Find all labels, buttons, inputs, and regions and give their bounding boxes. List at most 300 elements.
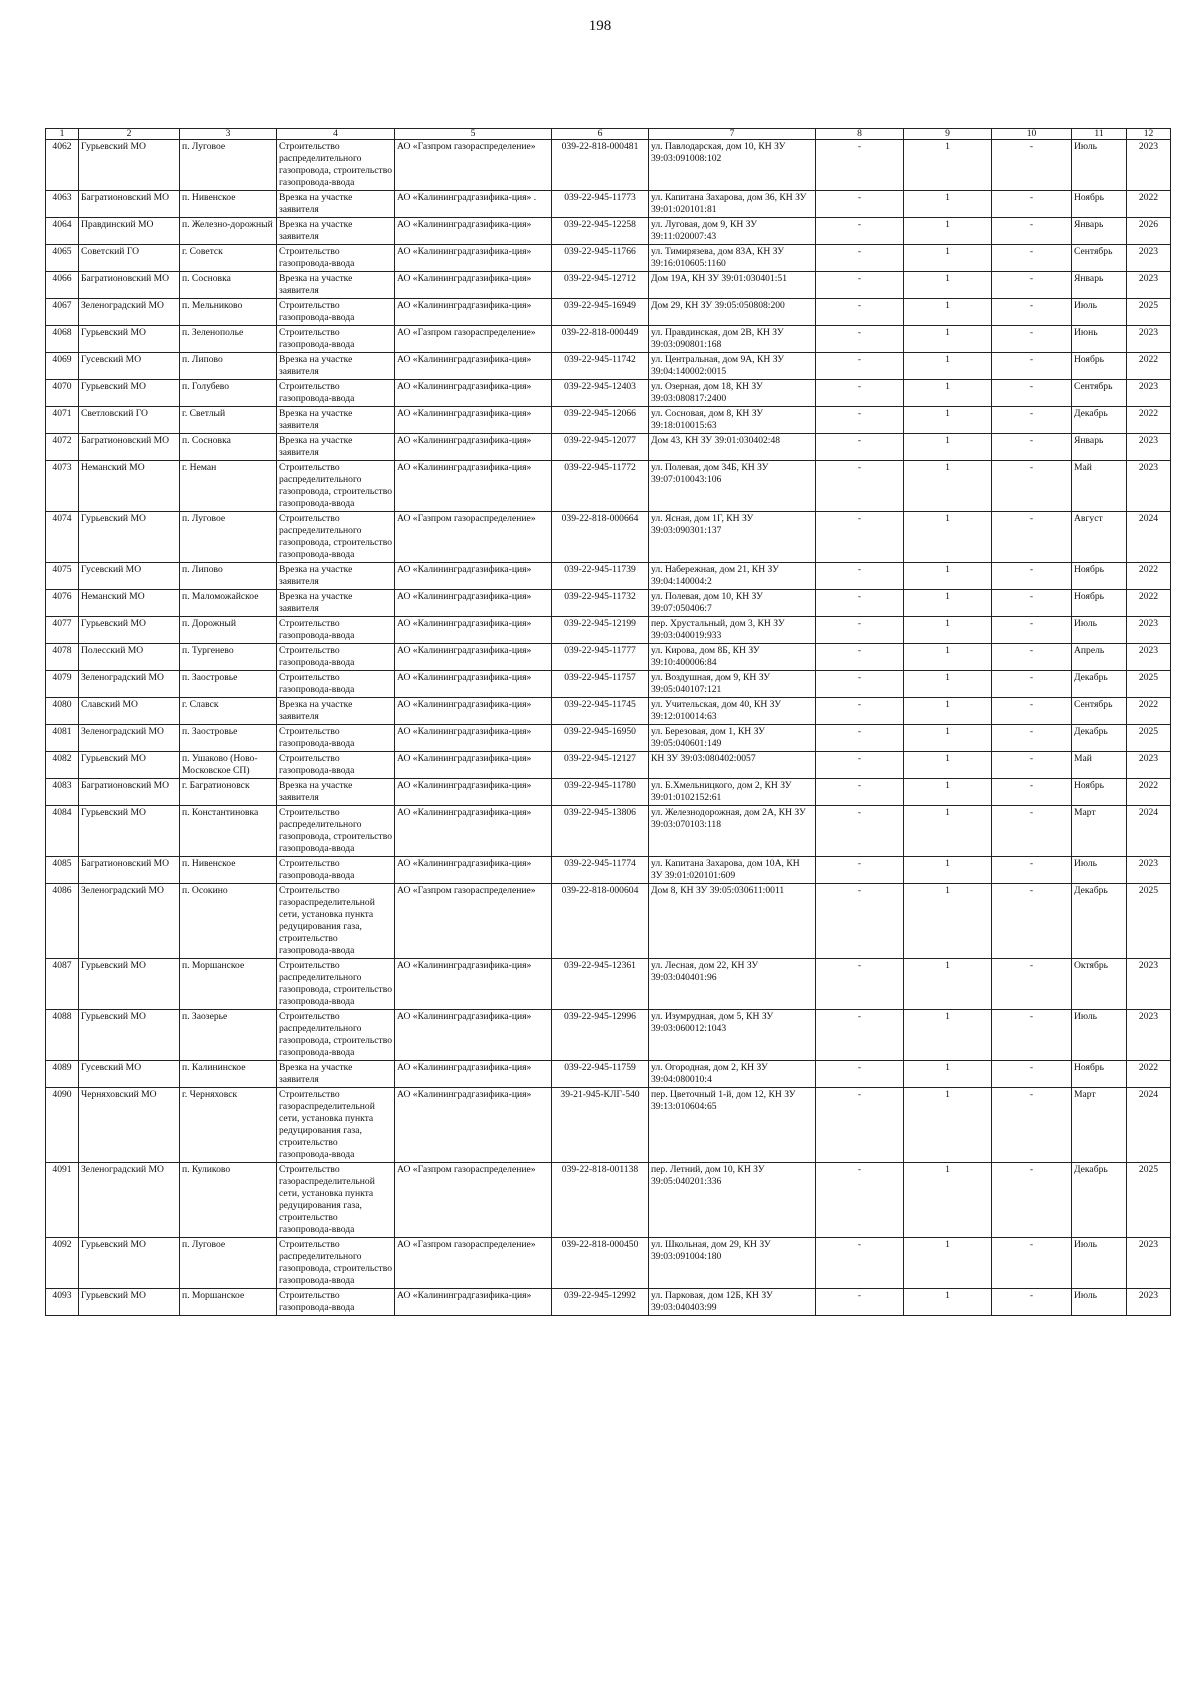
- work-type-cell: Строительство газопровода-ввода: [277, 245, 395, 272]
- row-number-cell: 4069: [46, 353, 79, 380]
- municipality-cell: Гурьевский МО: [79, 1010, 180, 1061]
- municipality-cell: Зеленоградский МО: [79, 725, 180, 752]
- settlement-cell: п. Сосновка: [180, 434, 277, 461]
- row-number-cell: 4062: [46, 140, 79, 191]
- month-cell: Июль: [1072, 299, 1127, 326]
- month-cell: Декабрь: [1072, 671, 1127, 698]
- row-number-cell: 4087: [46, 959, 79, 1010]
- col-8-cell: -: [816, 140, 904, 191]
- work-type-cell: Строительство распределительного газопровода, строительство газопровода-ввода: [277, 1238, 395, 1289]
- col-9-cell: 1: [904, 644, 992, 671]
- municipality-cell: Гурьевский МО: [79, 959, 180, 1010]
- month-cell: Декабрь: [1072, 1163, 1127, 1238]
- address-cell: ул. Сосновая, дом 8, КН ЗУ 39:18:010015:63: [649, 407, 816, 434]
- work-type-cell: Врезка на участке заявителя: [277, 1061, 395, 1088]
- municipality-cell: Славский МО: [79, 698, 180, 725]
- municipality-cell: Гусевский МО: [79, 1061, 180, 1088]
- col-9-cell: 1: [904, 563, 992, 590]
- col-10-cell: -: [992, 752, 1072, 779]
- organization-cell: АО «Калининградгазифика-ция»: [395, 725, 552, 752]
- work-type-cell: Врезка на участке заявителя: [277, 590, 395, 617]
- col-9-cell: 1: [904, 857, 992, 884]
- municipality-cell: Черняховский МО: [79, 1088, 180, 1163]
- column-header-6: 6: [552, 129, 649, 140]
- month-cell: Сентябрь: [1072, 380, 1127, 407]
- col-9-cell: 1: [904, 698, 992, 725]
- work-type-cell: Врезка на участке заявителя: [277, 407, 395, 434]
- row-number-cell: 4085: [46, 857, 79, 884]
- year-cell: 2023: [1127, 461, 1171, 512]
- col-9-cell: 1: [904, 407, 992, 434]
- organization-cell: АО «Калининградгазифика-ция»: [395, 272, 552, 299]
- col-8-cell: -: [816, 857, 904, 884]
- year-cell: 2025: [1127, 299, 1171, 326]
- col-8-cell: -: [816, 752, 904, 779]
- organization-cell: АО «Калининградгазифика-ция»: [395, 590, 552, 617]
- col-9-cell: 1: [904, 326, 992, 353]
- tu-number-cell: 39-21-945-КЛГ-540: [552, 1088, 649, 1163]
- address-cell: ул. Огородная, дом 2, КН ЗУ 39:04:080010:4: [649, 1061, 816, 1088]
- month-cell: Декабрь: [1072, 884, 1127, 959]
- row-number-cell: 4077: [46, 617, 79, 644]
- month-cell: Январь: [1072, 218, 1127, 245]
- tu-number-cell: 039-22-945-12361: [552, 959, 649, 1010]
- settlement-cell: г. Багратионовск: [180, 779, 277, 806]
- table-row: [46, 806, 1171, 857]
- address-cell: КН ЗУ 39:03:080402:0057: [649, 752, 816, 779]
- tu-number-cell: 039-22-818-000664: [552, 512, 649, 563]
- work-type-cell: Строительство распределительного газопровода, строительство газопровода-ввода: [277, 140, 395, 191]
- work-type-cell: Строительство газопровода-ввода: [277, 857, 395, 884]
- settlement-cell: г. Славск: [180, 698, 277, 725]
- settlement-cell: п. Железно-дорожный: [180, 218, 277, 245]
- table-row: [46, 272, 1171, 299]
- year-cell: 2023: [1127, 272, 1171, 299]
- month-cell: Ноябрь: [1072, 779, 1127, 806]
- address-cell: ул. Правдинская, дом 2В, КН ЗУ 39:03:090801:168: [649, 326, 816, 353]
- column-header-2: 2: [79, 129, 180, 140]
- row-number-cell: 4083: [46, 779, 79, 806]
- table-row: [46, 779, 1171, 806]
- col-9-cell: 1: [904, 434, 992, 461]
- tu-number-cell: 039-22-945-11739: [552, 563, 649, 590]
- year-cell: 2022: [1127, 698, 1171, 725]
- month-cell: Апрель: [1072, 644, 1127, 671]
- col-10-cell: -: [992, 671, 1072, 698]
- col-9-cell: 1: [904, 806, 992, 857]
- col-9-cell: 1: [904, 512, 992, 563]
- organization-cell: АО «Газпром газораспределение»: [395, 1163, 552, 1238]
- work-type-cell: Строительство газопровода-ввода: [277, 644, 395, 671]
- col-8-cell: -: [816, 779, 904, 806]
- col-8-cell: -: [816, 590, 904, 617]
- organization-cell: АО «Калининградгазифика-ция»: [395, 434, 552, 461]
- table-row: [46, 644, 1171, 671]
- municipality-cell: Неманский МО: [79, 590, 180, 617]
- address-cell: ул. Лесная, дом 22, КН ЗУ 39:03:040401:96: [649, 959, 816, 1010]
- col-10-cell: -: [992, 1238, 1072, 1289]
- municipality-cell: Гусевский МО: [79, 353, 180, 380]
- tu-number-cell: 039-22-945-11745: [552, 698, 649, 725]
- col-10-cell: -: [992, 512, 1072, 563]
- table-row: [46, 563, 1171, 590]
- organization-cell: АО «Калининградгазифика-ция»: [395, 1289, 552, 1316]
- col-8-cell: -: [816, 644, 904, 671]
- work-type-cell: Врезка на участке заявителя: [277, 191, 395, 218]
- municipality-cell: Гурьевский МО: [79, 806, 180, 857]
- municipality-cell: Гурьевский МО: [79, 380, 180, 407]
- tu-number-cell: 039-22-945-12066: [552, 407, 649, 434]
- address-cell: ул. Полевая, дом 10, КН ЗУ 39:07:050406:7: [649, 590, 816, 617]
- table-row: [46, 1010, 1171, 1061]
- table-row: [46, 857, 1171, 884]
- organization-cell: АО «Калининградгазифика-ция»: [395, 671, 552, 698]
- settlement-cell: п. Моршанское: [180, 1289, 277, 1316]
- col-8-cell: -: [816, 806, 904, 857]
- row-number-cell: 4075: [46, 563, 79, 590]
- col-8-cell: -: [816, 1289, 904, 1316]
- tu-number-cell: 039-22-818-000604: [552, 884, 649, 959]
- col-8-cell: -: [816, 698, 904, 725]
- col-9-cell: 1: [904, 779, 992, 806]
- col-9-cell: 1: [904, 1061, 992, 1088]
- col-8-cell: -: [816, 353, 904, 380]
- organization-cell: АО «Газпром газораспределение»: [395, 140, 552, 191]
- year-cell: 2023: [1127, 857, 1171, 884]
- municipality-cell: Зеленоградский МО: [79, 299, 180, 326]
- table-row: [46, 1163, 1171, 1238]
- tu-number-cell: 039-22-945-11732: [552, 590, 649, 617]
- month-cell: Август: [1072, 512, 1127, 563]
- settlement-cell: г. Неман: [180, 461, 277, 512]
- municipality-cell: Зеленоградский МО: [79, 884, 180, 959]
- year-cell: 2023: [1127, 644, 1171, 671]
- work-type-cell: Врезка на участке заявителя: [277, 698, 395, 725]
- municipality-cell: Багратионовский МО: [79, 779, 180, 806]
- settlement-cell: п. Калининское: [180, 1061, 277, 1088]
- col-8-cell: -: [816, 512, 904, 563]
- table-row: [46, 884, 1171, 959]
- address-cell: ул. Полевая, дом 34Б, КН ЗУ 39:07:010043:106: [649, 461, 816, 512]
- col-10-cell: -: [992, 380, 1072, 407]
- tu-number-cell: 039-22-945-11757: [552, 671, 649, 698]
- col-8-cell: -: [816, 725, 904, 752]
- month-cell: Январь: [1072, 434, 1127, 461]
- municipality-cell: Гурьевский МО: [79, 617, 180, 644]
- col-9-cell: 1: [904, 671, 992, 698]
- work-type-cell: Врезка на участке заявителя: [277, 563, 395, 590]
- year-cell: 2024: [1127, 806, 1171, 857]
- month-cell: Ноябрь: [1072, 590, 1127, 617]
- settlement-cell: п. Липово: [180, 563, 277, 590]
- municipality-cell: Правдинский МО: [79, 218, 180, 245]
- col-8-cell: -: [816, 434, 904, 461]
- address-cell: ул. Ясная, дом 1Г, КН ЗУ 39:03:090301:137: [649, 512, 816, 563]
- col-10-cell: -: [992, 434, 1072, 461]
- column-header-11: 11: [1072, 129, 1127, 140]
- tu-number-cell: 039-22-945-11777: [552, 644, 649, 671]
- column-header-3: 3: [180, 129, 277, 140]
- row-number-cell: 4082: [46, 752, 79, 779]
- work-type-cell: Врезка на участке заявителя: [277, 353, 395, 380]
- municipality-cell: Багратионовский МО: [79, 857, 180, 884]
- year-cell: 2022: [1127, 779, 1171, 806]
- work-type-cell: Строительство газопровода-ввода: [277, 671, 395, 698]
- table-row: [46, 512, 1171, 563]
- tu-number-cell: 039-22-945-12403: [552, 380, 649, 407]
- settlement-cell: п. Сосновка: [180, 272, 277, 299]
- organization-cell: АО «Калининградгазифика-ция»: [395, 299, 552, 326]
- settlement-cell: п. Заозерье: [180, 1010, 277, 1061]
- column-header-4: 4: [277, 129, 395, 140]
- year-cell: 2023: [1127, 959, 1171, 1010]
- month-cell: Май: [1072, 752, 1127, 779]
- address-cell: ул. Капитана Захарова, дом 36, КН ЗУ 39:01:020101:81: [649, 191, 816, 218]
- month-cell: Июль: [1072, 857, 1127, 884]
- organization-cell: АО «Калининградгазифика-ция»: [395, 752, 552, 779]
- col-9-cell: 1: [904, 959, 992, 1010]
- col-10-cell: -: [992, 1289, 1072, 1316]
- month-cell: Март: [1072, 806, 1127, 857]
- row-number-cell: 4065: [46, 245, 79, 272]
- col-9-cell: 1: [904, 1010, 992, 1061]
- month-cell: Июль: [1072, 140, 1127, 191]
- tu-number-cell: 039-22-818-000449: [552, 326, 649, 353]
- municipality-cell: Багратионовский МО: [79, 272, 180, 299]
- tu-number-cell: 039-22-945-16949: [552, 299, 649, 326]
- tu-number-cell: 039-22-818-000481: [552, 140, 649, 191]
- tu-number-cell: 039-22-945-12992: [552, 1289, 649, 1316]
- municipality-cell: Гурьевский МО: [79, 752, 180, 779]
- year-cell: 2022: [1127, 191, 1171, 218]
- municipality-cell: Гурьевский МО: [79, 1289, 180, 1316]
- col-10-cell: -: [992, 617, 1072, 644]
- municipality-cell: Гурьевский МО: [79, 1238, 180, 1289]
- col-10-cell: -: [992, 353, 1072, 380]
- row-number-cell: 4066: [46, 272, 79, 299]
- table-row: [46, 725, 1171, 752]
- work-type-cell: Строительство распределительного газопровода, строительство газопровода-ввода: [277, 512, 395, 563]
- col-8-cell: -: [816, 1010, 904, 1061]
- tu-number-cell: 039-22-945-11774: [552, 857, 649, 884]
- row-number-cell: 4088: [46, 1010, 79, 1061]
- settlement-cell: п. Луговое: [180, 1238, 277, 1289]
- table-row: [46, 959, 1171, 1010]
- col-8-cell: -: [816, 1061, 904, 1088]
- settlement-cell: п. Заостровье: [180, 725, 277, 752]
- year-cell: 2025: [1127, 671, 1171, 698]
- settlement-cell: п. Ушаково (Ново-Московское СП): [180, 752, 277, 779]
- col-10-cell: -: [992, 698, 1072, 725]
- col-8-cell: -: [816, 1088, 904, 1163]
- column-header-12: 12: [1127, 129, 1171, 140]
- month-cell: Июль: [1072, 617, 1127, 644]
- row-number-cell: 4093: [46, 1289, 79, 1316]
- year-cell: 2024: [1127, 1088, 1171, 1163]
- address-cell: ул. Тимирязева, дом 83А, КН ЗУ 39:16:010605:1160: [649, 245, 816, 272]
- municipality-cell: Гурьевский МО: [79, 140, 180, 191]
- col-10-cell: -: [992, 272, 1072, 299]
- col-8-cell: -: [816, 218, 904, 245]
- table-row: [46, 434, 1171, 461]
- municipality-cell: Багратионовский МО: [79, 191, 180, 218]
- year-cell: 2022: [1127, 590, 1171, 617]
- row-number-cell: 4078: [46, 644, 79, 671]
- month-cell: Сентябрь: [1072, 698, 1127, 725]
- address-cell: ул. Озерная, дом 18, КН ЗУ 39:03:080817:2400: [649, 380, 816, 407]
- col-9-cell: 1: [904, 1088, 992, 1163]
- work-type-cell: Строительство газопровода-ввода: [277, 1289, 395, 1316]
- work-type-cell: Строительство газопровода-ввода: [277, 380, 395, 407]
- address-cell: ул. Кирова, дом 8Б, КН ЗУ 39:10:400006:84: [649, 644, 816, 671]
- tu-number-cell: 039-22-945-12996: [552, 1010, 649, 1061]
- col-9-cell: 1: [904, 353, 992, 380]
- col-10-cell: -: [992, 644, 1072, 671]
- organization-cell: АО «Калининградгазифика-ция»: [395, 245, 552, 272]
- col-8-cell: -: [816, 380, 904, 407]
- row-number-cell: 4072: [46, 434, 79, 461]
- row-number-cell: 4076: [46, 590, 79, 617]
- organization-cell: АО «Калининградгазифика-ция»: [395, 218, 552, 245]
- year-cell: 2023: [1127, 617, 1171, 644]
- address-cell: ул. Б.Хмельницкого, дом 2, КН ЗУ 39:01:0102152:61: [649, 779, 816, 806]
- year-cell: 2024: [1127, 512, 1171, 563]
- year-cell: 2023: [1127, 245, 1171, 272]
- tu-number-cell: 039-22-945-11780: [552, 779, 649, 806]
- settlement-cell: п. Моршанское: [180, 959, 277, 1010]
- settlement-cell: п. Заостровье: [180, 671, 277, 698]
- organization-cell: АО «Калининградгазифика-ция»: [395, 779, 552, 806]
- col-9-cell: 1: [904, 461, 992, 512]
- settlement-cell: п. Луговое: [180, 512, 277, 563]
- table-row: [46, 698, 1171, 725]
- work-type-cell: Строительство распределительного газопровода, строительство газопровода-ввода: [277, 806, 395, 857]
- col-10-cell: -: [992, 725, 1072, 752]
- work-type-cell: Врезка на участке заявителя: [277, 218, 395, 245]
- organization-cell: АО «Калининградгазифика-ция» .: [395, 191, 552, 218]
- month-cell: Май: [1072, 461, 1127, 512]
- table-row: [46, 299, 1171, 326]
- work-type-cell: Врезка на участке заявителя: [277, 779, 395, 806]
- column-header-7: 7: [649, 129, 816, 140]
- year-cell: 2023: [1127, 380, 1171, 407]
- year-cell: 2025: [1127, 725, 1171, 752]
- work-type-cell: Строительство газопровода-ввода: [277, 299, 395, 326]
- col-8-cell: -: [816, 671, 904, 698]
- year-cell: 2022: [1127, 563, 1171, 590]
- organization-cell: АО «Калининградгазифика-ция»: [395, 617, 552, 644]
- col-9-cell: 1: [904, 1238, 992, 1289]
- col-8-cell: -: [816, 1238, 904, 1289]
- col-10-cell: -: [992, 1088, 1072, 1163]
- address-cell: ул. Набережная, дом 21, КН ЗУ 39:04:140004:2: [649, 563, 816, 590]
- year-cell: 2023: [1127, 752, 1171, 779]
- col-8-cell: -: [816, 326, 904, 353]
- municipality-cell: Гусевский МО: [79, 563, 180, 590]
- col-10-cell: -: [992, 1163, 1072, 1238]
- col-10-cell: -: [992, 1061, 1072, 1088]
- row-number-cell: 4071: [46, 407, 79, 434]
- work-type-cell: Строительство распределительного газопровода, строительство газопровода-ввода: [277, 461, 395, 512]
- table-row: [46, 245, 1171, 272]
- month-cell: Октябрь: [1072, 959, 1127, 1010]
- address-cell: ул. Капитана Захарова, дом 10А, КН ЗУ 39:01:020101:609: [649, 857, 816, 884]
- col-10-cell: -: [992, 563, 1072, 590]
- table-row: [46, 218, 1171, 245]
- settlement-cell: п. Маломожайское: [180, 590, 277, 617]
- row-number-cell: 4079: [46, 671, 79, 698]
- address-cell: ул. Школьная, дом 29, КН ЗУ 39:03:091004:180: [649, 1238, 816, 1289]
- col-8-cell: -: [816, 191, 904, 218]
- address-cell: Дом 8, КН ЗУ 39:05:030611:0011: [649, 884, 816, 959]
- year-cell: 2022: [1127, 1061, 1171, 1088]
- year-cell: 2023: [1127, 326, 1171, 353]
- col-8-cell: -: [816, 407, 904, 434]
- year-cell: 2022: [1127, 353, 1171, 380]
- table-row: [46, 617, 1171, 644]
- settlement-cell: п. Луговое: [180, 140, 277, 191]
- col-10-cell: -: [992, 884, 1072, 959]
- municipality-cell: Гурьевский МО: [79, 326, 180, 353]
- address-cell: ул. Парковая, дом 12Б, КН ЗУ 39:03:040403:99: [649, 1289, 816, 1316]
- col-9-cell: 1: [904, 245, 992, 272]
- year-cell: 2026: [1127, 218, 1171, 245]
- col-9-cell: 1: [904, 1163, 992, 1238]
- year-cell: 2023: [1127, 1289, 1171, 1316]
- settlement-cell: г. Светлый: [180, 407, 277, 434]
- month-cell: Июль: [1072, 1010, 1127, 1061]
- row-number-cell: 4090: [46, 1088, 79, 1163]
- work-type-cell: Строительство газораспределительной сети, установка пункта редуцирования газа, строительство газопровода-ввода: [277, 884, 395, 959]
- column-header-1: 1: [46, 129, 79, 140]
- settlement-cell: п. Зеленополье: [180, 326, 277, 353]
- row-number-cell: 4074: [46, 512, 79, 563]
- col-9-cell: 1: [904, 617, 992, 644]
- row-number-cell: 4091: [46, 1163, 79, 1238]
- organization-cell: АО «Калининградгазифика-ция»: [395, 1010, 552, 1061]
- table-row: [46, 1238, 1171, 1289]
- month-cell: Декабрь: [1072, 407, 1127, 434]
- organization-cell: АО «Газпром газораспределение»: [395, 512, 552, 563]
- work-type-cell: Строительство распределительного газопровода, строительство газопровода-ввода: [277, 1010, 395, 1061]
- work-type-cell: Врезка на участке заявителя: [277, 434, 395, 461]
- municipality-cell: Багратионовский МО: [79, 434, 180, 461]
- col-10-cell: -: [992, 806, 1072, 857]
- month-cell: Январь: [1072, 272, 1127, 299]
- col-9-cell: 1: [904, 752, 992, 779]
- col-10-cell: -: [992, 959, 1072, 1010]
- col-10-cell: -: [992, 326, 1072, 353]
- col-8-cell: -: [816, 299, 904, 326]
- row-number-cell: 4064: [46, 218, 79, 245]
- organization-cell: АО «Газпром газораспределение»: [395, 1238, 552, 1289]
- tu-number-cell: 039-22-945-11742: [552, 353, 649, 380]
- month-cell: Июнь: [1072, 326, 1127, 353]
- address-cell: ул. Воздушная, дом 9, КН ЗУ 39:05:040107:121: [649, 671, 816, 698]
- row-number-cell: 4073: [46, 461, 79, 512]
- row-number-cell: 4068: [46, 326, 79, 353]
- row-number-cell: 4081: [46, 725, 79, 752]
- col-9-cell: 1: [904, 272, 992, 299]
- tu-number-cell: 039-22-945-12077: [552, 434, 649, 461]
- settlement-cell: п. Куликово: [180, 1163, 277, 1238]
- month-cell: Ноябрь: [1072, 353, 1127, 380]
- work-type-cell: Строительство распределительного газопровода, строительство газопровода-ввода: [277, 959, 395, 1010]
- row-number-cell: 4067: [46, 299, 79, 326]
- organization-cell: АО «Калининградгазифика-ция»: [395, 698, 552, 725]
- municipality-cell: Светловский ГО: [79, 407, 180, 434]
- table-row: [46, 326, 1171, 353]
